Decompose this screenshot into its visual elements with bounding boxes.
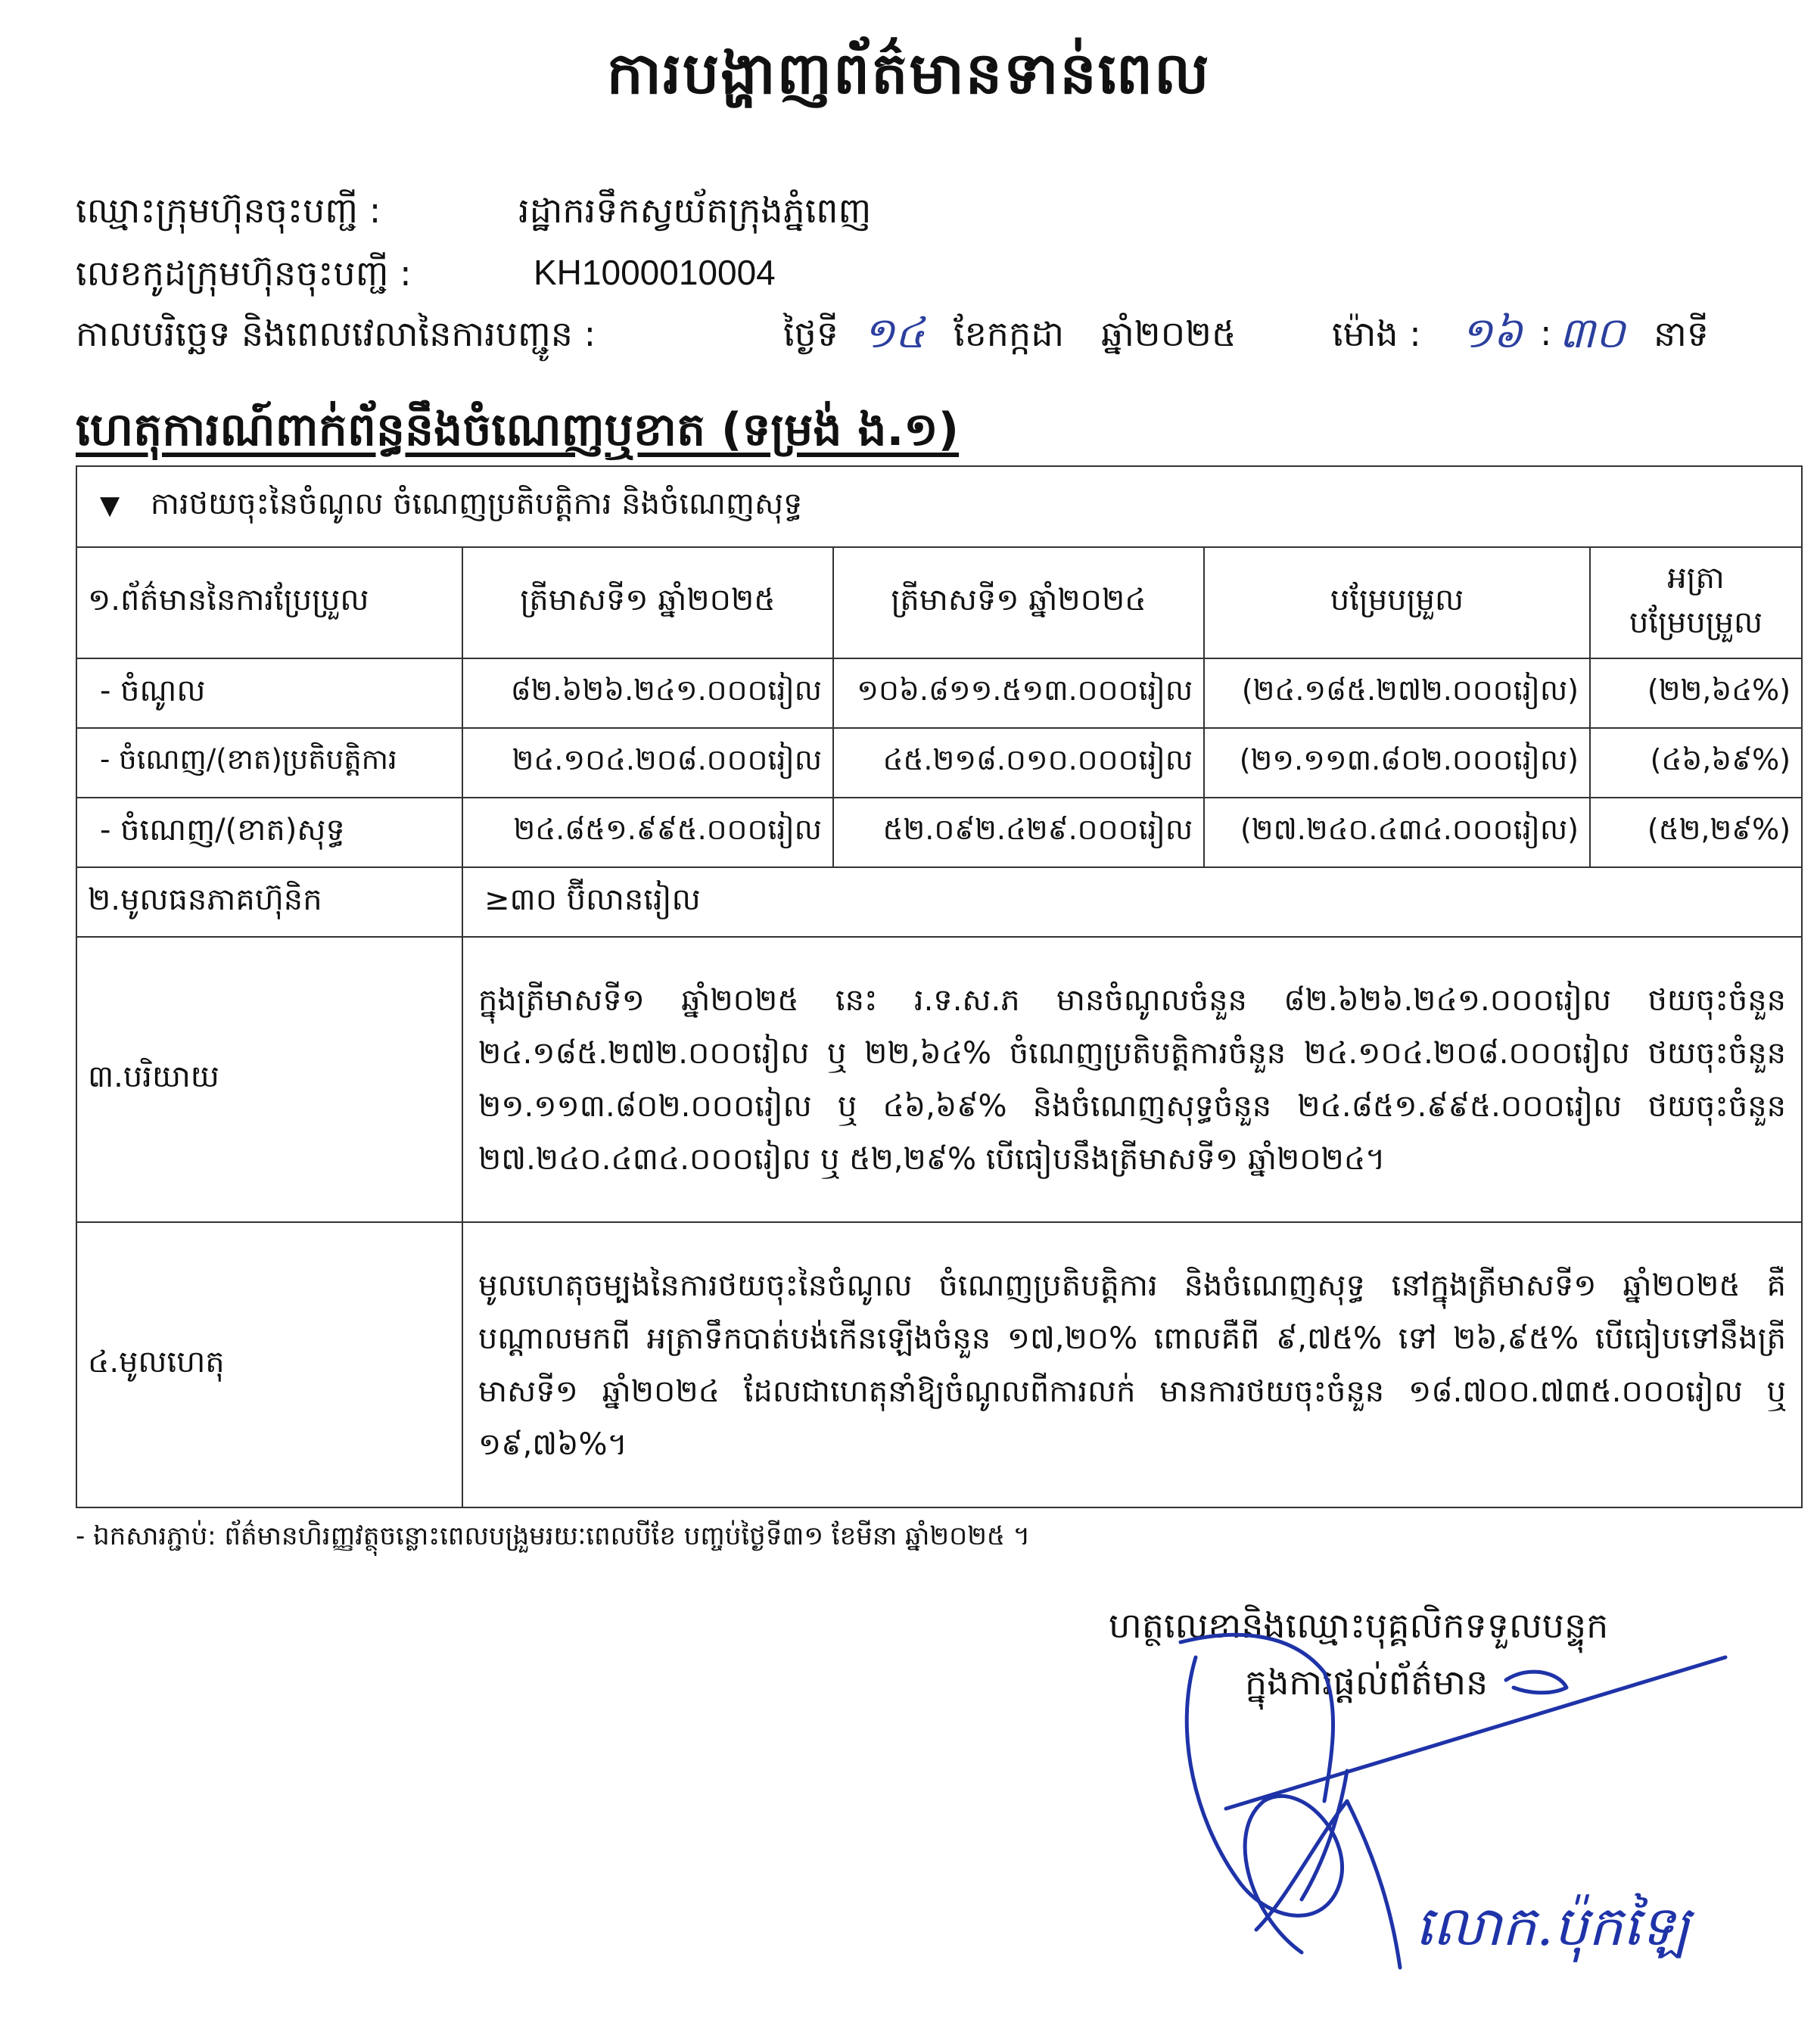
signature-initial-stroke	[1506, 1672, 1567, 1693]
year-value: ឆ្នាំ២០២៥	[1101, 313, 1237, 354]
signature-loop-stroke	[1187, 1657, 1342, 1952]
header-rate	[1590, 547, 1802, 658]
equity-row	[76, 867, 1802, 937]
equity-label: ២.មូលធនភាគហ៊ុនិក	[76, 867, 462, 937]
reason-row	[76, 1222, 1802, 1507]
section-title: ហេតុការណ៍ពាក់ព័ន្ធនឹងចំណេញឬខាត (ទម្រង់ ង.១)	[76, 403, 960, 456]
time-separator: :	[1540, 313, 1552, 353]
company-code-value: KH1000010004	[534, 253, 776, 292]
month-value: ខែកក្កដា	[954, 313, 1064, 354]
header-change-info: ១.ព័ត៌មាននៃការប្រែប្រួល	[76, 547, 462, 658]
signature-caption-line2: ក្នុងការផ្តល់ព័ត៌មាន	[1245, 1662, 1489, 1703]
company-name-label: ឈ្មោះក្រុមហ៊ុនចុះបញ្ជី :	[76, 190, 381, 231]
row-label: - ចំណូល	[76, 658, 462, 728]
row-change: (២៧.២៤០.៤៣៤.០០០រៀល)	[1204, 798, 1590, 867]
reason-label: ៤.មូលហេតុ	[76, 1222, 462, 1507]
row-change: (២៤.១៨៥.២៧២.០០០រៀល)	[1204, 658, 1590, 728]
row-q1-2024: ៤៥.២១៨.០១០.០០០រៀល	[833, 728, 1204, 798]
equity-value: ≥៣០ ប៊ីលានរៀល	[462, 867, 1802, 937]
row-label: - ចំណេញ/(ខាត)សុទ្ធ	[76, 798, 462, 867]
row-q1-2024: ១០៦.៨១១.៥១៣.០០០រៀល	[833, 658, 1204, 728]
reason-text: មូលហេតុចម្បងនៃការថយចុះនៃចំណូល ចំណេញប្រតិបត្តិការ និងចំណេញសុទ្ធ នៅក្នុងត្រីមាសទី១ ឆ្នាំ២០២៥ គឺបណ្តាលមកពី អត្រាទឹកបាត់បង់កើនឡើងចំនួន ១៧,២០% ពោលគឺពី ៩,៧៥% ទៅ ២៦,៩៥% បើធៀបទៅនឹងត្រីមាសទី១ ឆ្នាំ២០២៤ ដែលជាហេតុនាំឱ្យចំណូលពីការលក់ មានការថយចុះចំនួន ១៨.៧០០.៧៣៥.០០០រៀល ឬ ១៩,៧៦%។	[462, 1222, 1802, 1507]
handwritten-signature	[1150, 1612, 1756, 2036]
signature-name: លោក.ប៉ុកឡៃ	[1415, 1894, 1690, 1958]
attachment-note: - ឯកសារភ្ជាប់: ព័ត៌មានហិរញ្ញវត្ថុចន្លោះពេលបង្រួមរយៈពេលបីខែ បញ្ចប់ថ្ងៃទី៣១ ខែមីនា ឆ្នាំ២០២៥ ។	[76, 1521, 1031, 1551]
signature-top-stroke	[1181, 1635, 1333, 1801]
table-row	[76, 728, 1802, 798]
minute-unit: នាទី	[1654, 313, 1709, 354]
signature-caption-line1: ហត្ថលេខានិងឈ្មោះបុគ្គលិកទទួលបន្ទុក	[1109, 1605, 1609, 1646]
explanation-text: ក្នុងត្រីមាសទី១ ឆ្នាំ២០២៥ នេះ រ.ទ.ស.ភ មានចំណូលចំនួន ៨២.៦២៦.២៤១.០០០រៀល ថយចុះចំនួន ២៤.១៨៥.២៧២.០០០រៀល ឬ ២២,៦៤% ចំណេញប្រតិបត្តិការចំនួន ២៤.១០៤.២០៨.០០០រៀល ថយចុះចំនួន ២១.១១៣.៨០២.០០០រៀល ឬ ៤៦,៦៩% និងចំណេញសុទ្ធចំនួន ២៤.៨៥១.៩៩៥.០០០រៀល ថយចុះចំនួន ២៧.២៤០.៤៣៤.០០០រៀល ឬ ៥២,២៩% បើធៀបនឹងត្រីមាសទី១ ឆ្នាំ២០២៤។	[462, 937, 1802, 1222]
document-title: ការបង្ហាញព័ត៌មានទាន់ពេល	[606, 39, 1211, 107]
signature-cross-stroke	[1256, 1801, 1400, 1968]
triangle-down-icon: ▼	[100, 490, 120, 521]
hour-value: ១៦	[1461, 309, 1523, 358]
banner-cell	[76, 466, 1802, 547]
header-rate-line1: អត្រា	[1667, 560, 1725, 596]
row-change: (២១.១១៣.៨០២.០០០រៀល)	[1204, 728, 1590, 798]
header-q1-2024: ត្រីមាសទី១ ឆ្នាំ២០២៤	[833, 547, 1204, 658]
disclosure-table	[76, 465, 1803, 1508]
company-name-value: រដ្ឋាករទឹកស្វយ័តក្រុងភ្នំពេញ	[518, 190, 872, 231]
submission-label: កាលបរិច្ឆេទ និងពេលវេលានៃការបញ្ជូន :	[76, 313, 596, 354]
row-q1-2024: ៥២.០៩២.៤២៩.០០០រៀល	[833, 798, 1204, 867]
day-label: ថ្ងៃទី	[783, 313, 838, 354]
time-label: ម៉ោង :	[1332, 313, 1421, 354]
header-row	[76, 547, 1802, 658]
row-q1-2025: ៨២.៦២៦.២៤១.០០០រៀល	[462, 658, 833, 728]
header-rate-line2: បម្រែបម្រួល	[1629, 605, 1763, 640]
header-q1-2025: ត្រីមាសទី១ ឆ្នាំ២០២៥	[462, 547, 833, 658]
day-value: ១៤	[863, 309, 926, 358]
row-rate: (២២,៦៤%)	[1590, 658, 1802, 728]
row-rate: (៤៦,៦៩%)	[1590, 728, 1802, 798]
row-label: - ចំណេញ/(ខាត)ប្រតិបត្តិការ	[76, 728, 462, 798]
company-code-label: លេខកូដក្រុមហ៊ុនចុះបញ្ជី :	[76, 253, 412, 294]
signature-long-line	[1226, 1657, 1725, 1809]
explanation-row	[76, 937, 1802, 1222]
minute-value: ៣០	[1559, 309, 1626, 358]
row-q1-2025: ២៤.៨៥១.៩៩៥.០០០រៀល	[462, 798, 833, 867]
header-change: បម្រែបម្រួល	[1204, 547, 1590, 658]
table-row	[76, 658, 1802, 728]
row-rate: (៥២,២៩%)	[1590, 798, 1802, 867]
row-q1-2025: ២៤.១០៤.២០៨.០០០រៀល	[462, 728, 833, 798]
banner-row	[76, 466, 1802, 547]
table-row	[76, 798, 1802, 867]
explanation-label: ៣.បរិយាយ	[76, 937, 462, 1222]
banner-text: ការថយចុះនៃចំណូល ចំណេញប្រតិបត្តិការ និងចំណេញសុទ្ធ	[150, 487, 803, 521]
